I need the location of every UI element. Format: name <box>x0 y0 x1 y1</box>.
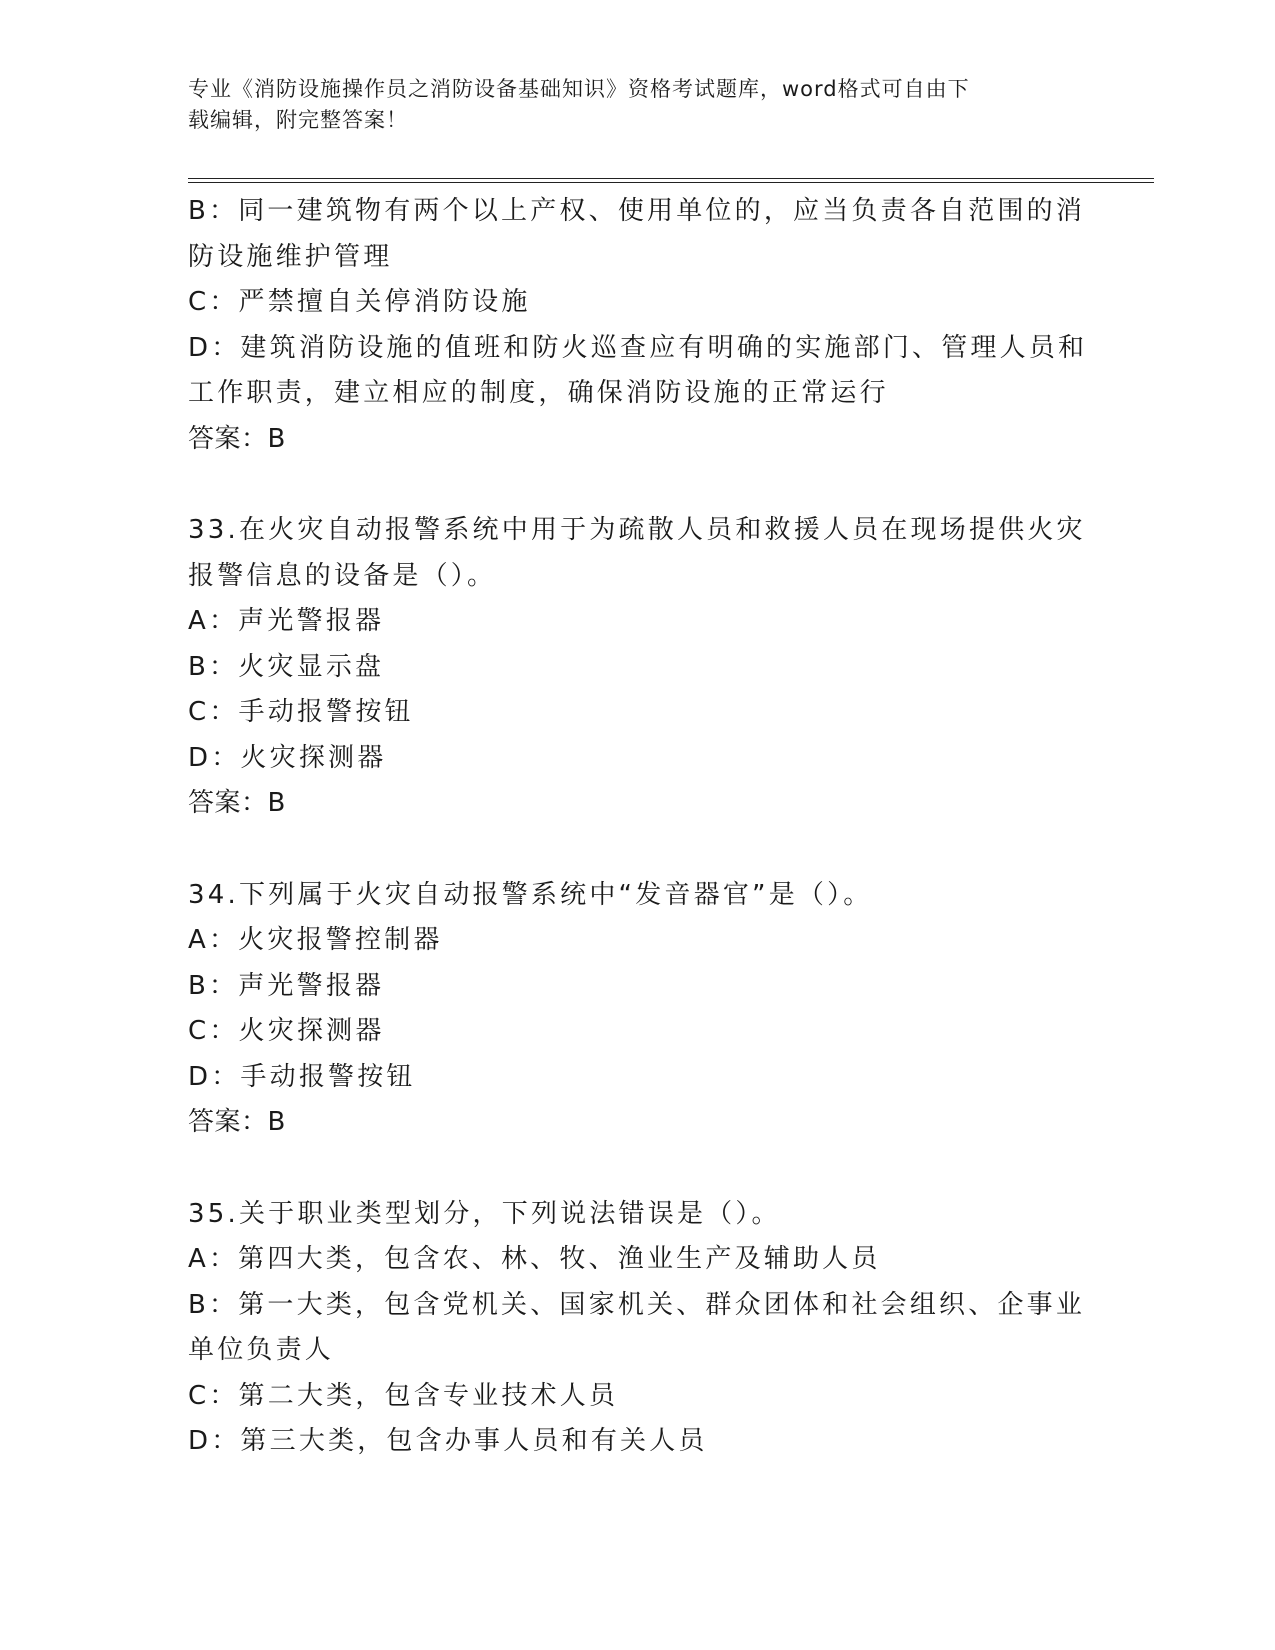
header-line: 载编辑，附完整答案！ <box>188 108 408 132</box>
option-line: 防设施维护管理 <box>188 241 393 272</box>
document-header <box>188 74 1068 136</box>
answer-line: 答案：B <box>188 788 286 818</box>
option-line: A：声光警报器 <box>188 606 385 636</box>
option-line: A：火灾报警控制器 <box>188 925 443 955</box>
header-line: 专业《消防设施操作员之消防设备基础知识》资格考试题库，word格式可自由下 <box>188 77 970 101</box>
option-line: D：火灾探测器 <box>188 742 387 773</box>
question-33 <box>188 508 1088 827</box>
option-line: 工作职责，建立相应的制度，确保消防设施的正常运行 <box>188 378 889 408</box>
option-line: B：同一建筑物有两个以上产权、使用单位的，应当负责各自范围的消 <box>188 196 1086 226</box>
spacer <box>188 1146 1088 1192</box>
option-line: C：第二大类，包含专业技术人员 <box>188 1380 619 1411</box>
option-line: B：第一大类，包含党机关、国家机关、群众团体和社会组织、企事业 <box>188 1289 1086 1320</box>
header-divider <box>188 178 1154 183</box>
question-stem: 报警信息的设备是（）。 <box>188 560 497 591</box>
spacer <box>188 827 1088 873</box>
answer-line: 答案：B <box>188 1107 286 1137</box>
option-line: D：第三大类，包含办事人员和有关人员 <box>188 1426 708 1456</box>
option-line: C：火灾探测器 <box>188 1016 385 1046</box>
option-line: A：第四大类，包含农、林、牧、渔业生产及辅助人员 <box>188 1244 881 1274</box>
option-line: C：手动报警按钮 <box>188 697 414 727</box>
question-stem: 34.下列属于火灾自动报警系统中“发音器官”是（）。 <box>188 879 873 910</box>
answer-line: 答案：B <box>188 423 286 454</box>
spacer <box>188 462 1088 508</box>
question-stem: 33.在火灾自动报警系统中用于为疏散人员和救援人员在现场提供火灾 <box>188 515 1086 545</box>
document-body <box>188 189 1088 1465</box>
option-line: C：严禁擅自关停消防设施 <box>188 287 531 317</box>
option-line: D：手动报警按钮 <box>188 1061 416 1092</box>
option-line: 单位负责人 <box>188 1335 335 1365</box>
question-35 <box>188 1192 1088 1465</box>
question-34 <box>188 873 1088 1146</box>
option-line: D：建筑消防设施的值班和防火巡查应有明确的实施部门、管理人员和 <box>188 332 1088 363</box>
question-stem: 35.关于职业类型划分，下列说法错误是（）。 <box>188 1198 781 1229</box>
option-line: B：声光警报器 <box>188 970 385 1001</box>
question-32-continuation <box>188 189 1088 462</box>
option-line: B：火灾显示盘 <box>188 651 385 682</box>
